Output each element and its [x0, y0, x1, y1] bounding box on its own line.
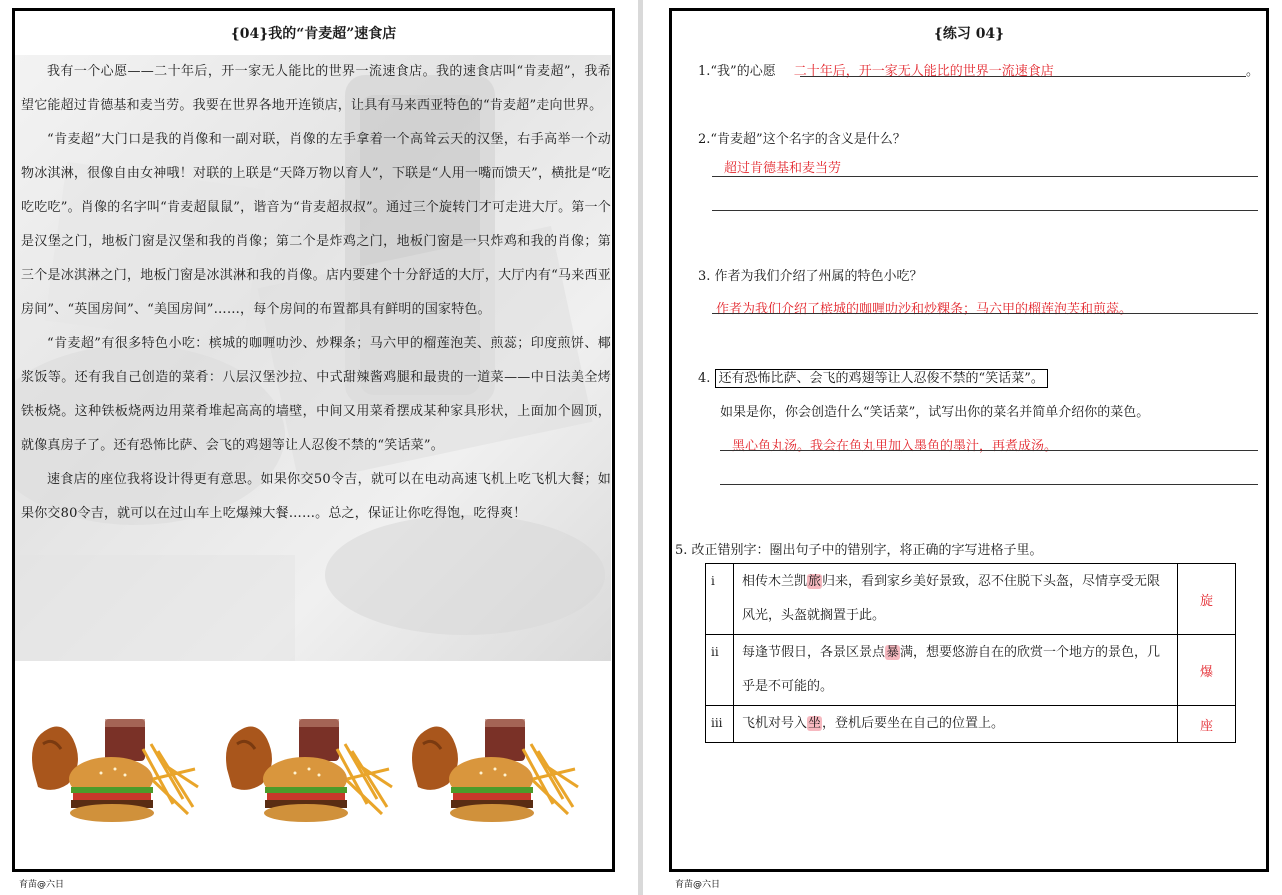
answer-4: 黑心鱼丸汤。我会在鱼丸里加入墨鱼的墨汁，再煮成汤。	[732, 439, 1058, 454]
sentence: 相传木兰凯旅归来，看到家乡美好景致，忍不住脱下头盔，尽情享受无限风光，头盔就搁置于此。	[734, 564, 1178, 635]
sentence: 每逢节假日，各景区景点暴满，想要悠游自在的欣赏一个地方的景色，几乎是不可能的。	[734, 635, 1178, 706]
wrong-char-highlight: 暴	[886, 645, 900, 660]
wrong-char-highlight: 旅	[808, 574, 822, 589]
question-5: 5. 改正错别字：圈出句子中的错别字，将正确的字写进格子里。	[675, 543, 1043, 558]
burger-combo-image	[403, 709, 583, 827]
answer-line	[720, 450, 1258, 451]
correction-cell: 座	[1178, 706, 1236, 743]
paragraph-2: “肯麦超”大门口是我的肖像和一副对联，肖像的左手拿着一个高耸云天的汉堡，右手高举一个动物冰淇淋，很像自由女神哦！对联的上联是“天降万物以育人”，下联是“人用一嘴而馈天”，横批是“吃吃吃吃”。肖像的名字叫“肯麦超鼠鼠”，谐音为“肯麦超叔叔”。通过三个旋转门才可走进大厅。第一个是汉堡之门，地板门窗是汉堡和我的肖像；第二个是炸鸡之门，地板门窗是一只炸鸡和我的肖像；第三个是冰淇淋之门，地板门窗是冰淇淋和我的肖像。店内要建个十分舒适的大厅，大厅内有“马来西亚房间”、“英国房间”、“美国房间”……，每个房间的布置都具有鲜明的国家特色。	[21, 132, 611, 317]
right-footer: 育苗@六日	[675, 880, 721, 890]
paragraph-3: “肯麦超”有很多特色小吃：槟城的咖喱叻沙、炒粿条；马六甲的榴莲泡芙、煎蕊；印度煎饼、椰浆饭等。还有我自己创造的菜肴：八层汉堡沙拉、中式甜辣酱鸡腿和最贵的一道菜——中日法美全烤铁板烧。这种铁板烧两边用菜肴堆起高高的墙壁，中间又用菜肴摆成某种家具形状，上面加个圆顶，就像真房子了。还有恐怖比萨、会飞的鸡翅等让人忍俊不禁的“笑话菜”。	[21, 336, 611, 453]
question-2: 2.“肯麦超”这个名字的含义是什么？	[698, 132, 906, 147]
answer-2: 超过肯德基和麦当劳	[724, 161, 842, 176]
page-divider	[638, 0, 643, 895]
question-1-suffix: 。	[1246, 64, 1260, 79]
question-4	[698, 367, 1048, 386]
exercise-page	[669, 8, 1269, 872]
sentence: 飞机对号入坐，登机后要坐在自己的位置上。	[734, 706, 1178, 743]
row-number: ii	[706, 635, 734, 706]
question-3: 3. 作者为我们介绍了州属的特色小吃？	[698, 269, 923, 284]
answer-3: 作者为我们介绍了槟城的咖喱叻沙和炒粿条；马六甲的榴莲泡芙和煎蕊。	[716, 302, 1133, 317]
answer-line	[800, 76, 1246, 77]
question-4-prompt: 如果是你，你会创造什么“笑话菜”，试写出你的菜名并简单介绍你的菜色。	[720, 405, 1150, 420]
answer-line	[712, 313, 1258, 314]
left-footer: 育苗@六日	[19, 880, 65, 890]
burger-combo-image	[23, 709, 203, 827]
row-number: i	[706, 564, 734, 635]
question-1-prefix: 1.“我”的心愿	[698, 64, 776, 79]
answer-1: 二十年后，开一家无人能比的世界一流速食店	[793, 64, 1054, 79]
burger-combo-image	[217, 709, 397, 827]
answer-line	[712, 210, 1258, 211]
quoted-sentence-box: 还有恐怖比萨、会飞的鸡翅等让人忍俊不禁的“笑话菜”。	[715, 369, 1048, 388]
question-4-number: 4.	[698, 371, 711, 386]
answer-line	[720, 484, 1258, 485]
table-row	[706, 635, 1236, 706]
paragraph-4: 速食店的座位我将设计得更有意思。如果你交50令吉，就可以在电动高速飞机上吃飞机大餐；如果你交80令吉，就可以在过山车上吃爆辣大餐……。总之，保证让你吃得饱，吃得爽！	[21, 472, 611, 521]
story-text	[21, 55, 611, 531]
correction-cell: 爆	[1178, 635, 1236, 706]
row-number: iii	[706, 706, 734, 743]
wrong-char-highlight: 坐	[808, 716, 822, 731]
exercise-title: {练习 04}	[933, 26, 1005, 42]
answer-line	[712, 176, 1258, 177]
paragraph-1: 我有一个心愿——二十年后，开一家无人能比的世界一流速食店。我的速食店叫“肯麦超”，我希望它能超过肯德基和麦当劳。我要在世界各地开连锁店，让具有马来西亚特色的“肯麦超”走向世界。	[21, 64, 611, 113]
table-row	[706, 564, 1236, 635]
story-page	[12, 8, 615, 872]
table-row	[706, 706, 1236, 743]
correction-table	[705, 563, 1236, 743]
correction-cell: 旋	[1178, 564, 1236, 635]
story-title: {04}我的“肯麦超”速食店	[230, 26, 397, 42]
